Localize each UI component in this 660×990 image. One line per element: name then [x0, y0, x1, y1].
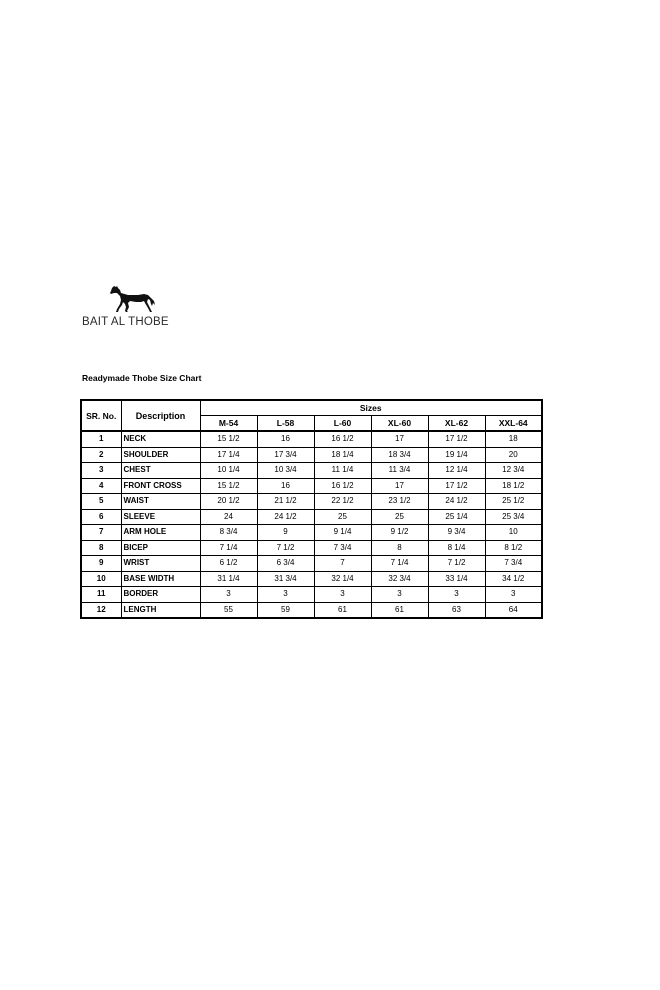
size-value-cell: 20 [485, 447, 542, 463]
size-value-cell: 8 3/4 [200, 525, 257, 541]
size-value-cell: 9 3/4 [428, 525, 485, 541]
size-value-cell: 3 [200, 587, 257, 603]
size-value-cell: 25 1/4 [428, 509, 485, 525]
size-value-cell: 9 [257, 525, 314, 541]
size-value-cell: 9 1/4 [314, 525, 371, 541]
size-value-cell: 15 1/2 [200, 478, 257, 494]
size-value-cell: 7 1/2 [428, 556, 485, 572]
size-value-cell: 10 3/4 [257, 463, 314, 479]
description-cell: SHOULDER [121, 447, 200, 463]
size-value-cell: 24 [200, 509, 257, 525]
size-value-cell: 22 1/2 [314, 494, 371, 510]
description-cell: ARM HOLE [121, 525, 200, 541]
sr-no-cell: 6 [81, 509, 121, 525]
table-row [81, 587, 542, 603]
sr-no-header: SR. No. [81, 400, 121, 431]
size-value-cell: 24 1/2 [428, 494, 485, 510]
size-chart-table [80, 399, 543, 619]
sr-no-cell: 12 [81, 602, 121, 618]
table-row [81, 431, 542, 447]
table-row [81, 478, 542, 494]
size-value-cell: 7 [314, 556, 371, 572]
size-value-cell: 11 1/4 [314, 463, 371, 479]
size-value-cell: 18 1/2 [485, 478, 542, 494]
table-row [81, 447, 542, 463]
table-row [81, 509, 542, 525]
size-value-cell: 16 [257, 431, 314, 447]
size-value-cell: 8 1/4 [428, 540, 485, 556]
size-value-cell: 25 3/4 [485, 509, 542, 525]
size-value-cell: 55 [200, 602, 257, 618]
size-value-cell: 16 1/2 [314, 478, 371, 494]
sr-no-cell: 3 [81, 463, 121, 479]
description-cell: BICEP [121, 540, 200, 556]
size-value-cell: 64 [485, 602, 542, 618]
table-row [81, 602, 542, 618]
size-value-cell: 11 3/4 [371, 463, 428, 479]
size-value-cell: 31 1/4 [200, 571, 257, 587]
size-value-cell: 59 [257, 602, 314, 618]
size-value-cell: 20 1/2 [200, 494, 257, 510]
size-value-cell: 34 1/2 [485, 571, 542, 587]
description-cell: NECK [121, 431, 200, 447]
size-column-header: L-58 [257, 416, 314, 432]
size-value-cell: 12 3/4 [485, 463, 542, 479]
sr-no-cell: 9 [81, 556, 121, 572]
size-value-cell: 7 3/4 [485, 556, 542, 572]
size-value-cell: 17 [371, 431, 428, 447]
size-value-cell: 17 [371, 478, 428, 494]
sr-no-cell: 1 [81, 431, 121, 447]
description-header: Description [121, 400, 200, 431]
size-value-cell: 3 [257, 587, 314, 603]
sr-no-cell: 2 [81, 447, 121, 463]
size-value-cell: 23 1/2 [371, 494, 428, 510]
brand-name: BAIT AL THOBE [82, 316, 169, 328]
size-value-cell: 10 1/4 [200, 463, 257, 479]
sr-no-cell: 10 [81, 571, 121, 587]
sr-no-cell: 8 [81, 540, 121, 556]
size-value-cell: 18 3/4 [371, 447, 428, 463]
size-value-cell: 17 1/4 [200, 447, 257, 463]
size-column-header: XL-60 [371, 416, 428, 432]
size-column-header: XXL-64 [485, 416, 542, 432]
sr-no-cell: 4 [81, 478, 121, 494]
size-value-cell: 7 3/4 [314, 540, 371, 556]
size-value-cell: 15 1/2 [200, 431, 257, 447]
size-value-cell: 17 1/2 [428, 478, 485, 494]
size-value-cell: 17 1/2 [428, 431, 485, 447]
size-value-cell: 7 1/4 [371, 556, 428, 572]
size-value-cell: 3 [428, 587, 485, 603]
table-row [81, 525, 542, 541]
size-value-cell: 3 [485, 587, 542, 603]
size-value-cell: 16 1/2 [314, 431, 371, 447]
size-value-cell: 18 [485, 431, 542, 447]
size-column-header: XL-62 [428, 416, 485, 432]
size-value-cell: 61 [371, 602, 428, 618]
horse-icon [108, 285, 156, 313]
size-value-cell: 10 [485, 525, 542, 541]
sizes-header: Sizes [200, 400, 542, 416]
size-value-cell: 7 1/2 [257, 540, 314, 556]
size-value-cell: 3 [371, 587, 428, 603]
size-value-cell: 6 3/4 [257, 556, 314, 572]
size-value-cell: 21 1/2 [257, 494, 314, 510]
brand-logo [82, 285, 182, 335]
size-value-cell: 19 1/4 [428, 447, 485, 463]
size-value-cell: 63 [428, 602, 485, 618]
size-value-cell: 3 [314, 587, 371, 603]
size-value-cell: 17 3/4 [257, 447, 314, 463]
description-cell: WAIST [121, 494, 200, 510]
size-value-cell: 33 1/4 [428, 571, 485, 587]
description-cell: WRIST [121, 556, 200, 572]
size-value-cell: 24 1/2 [257, 509, 314, 525]
size-value-cell: 31 3/4 [257, 571, 314, 587]
size-value-cell: 32 3/4 [371, 571, 428, 587]
size-value-cell: 6 1/2 [200, 556, 257, 572]
sr-no-cell: 5 [81, 494, 121, 510]
size-value-cell: 61 [314, 602, 371, 618]
description-cell: FRONT CROSS [121, 478, 200, 494]
sr-no-cell: 7 [81, 525, 121, 541]
size-value-cell: 7 1/4 [200, 540, 257, 556]
table-row [81, 556, 542, 572]
size-column-header: L-60 [314, 416, 371, 432]
table-row [81, 494, 542, 510]
description-cell: SLEEVE [121, 509, 200, 525]
description-cell: LENGTH [121, 602, 200, 618]
description-cell: BASE WIDTH [121, 571, 200, 587]
description-cell: BORDER [121, 587, 200, 603]
table-row [81, 463, 542, 479]
size-column-header: M-54 [200, 416, 257, 432]
size-value-cell: 25 [314, 509, 371, 525]
size-value-cell: 25 1/2 [485, 494, 542, 510]
description-cell: CHEST [121, 463, 200, 479]
size-value-cell: 25 [371, 509, 428, 525]
size-value-cell: 9 1/2 [371, 525, 428, 541]
size-value-cell: 16 [257, 478, 314, 494]
page-title: Readymade Thobe Size Chart [82, 373, 202, 383]
size-value-cell: 32 1/4 [314, 571, 371, 587]
size-value-cell: 8 1/2 [485, 540, 542, 556]
size-value-cell: 12 1/4 [428, 463, 485, 479]
sr-no-cell: 11 [81, 587, 121, 603]
size-value-cell: 18 1/4 [314, 447, 371, 463]
size-value-cell: 8 [371, 540, 428, 556]
table-row [81, 571, 542, 587]
table-row [81, 540, 542, 556]
